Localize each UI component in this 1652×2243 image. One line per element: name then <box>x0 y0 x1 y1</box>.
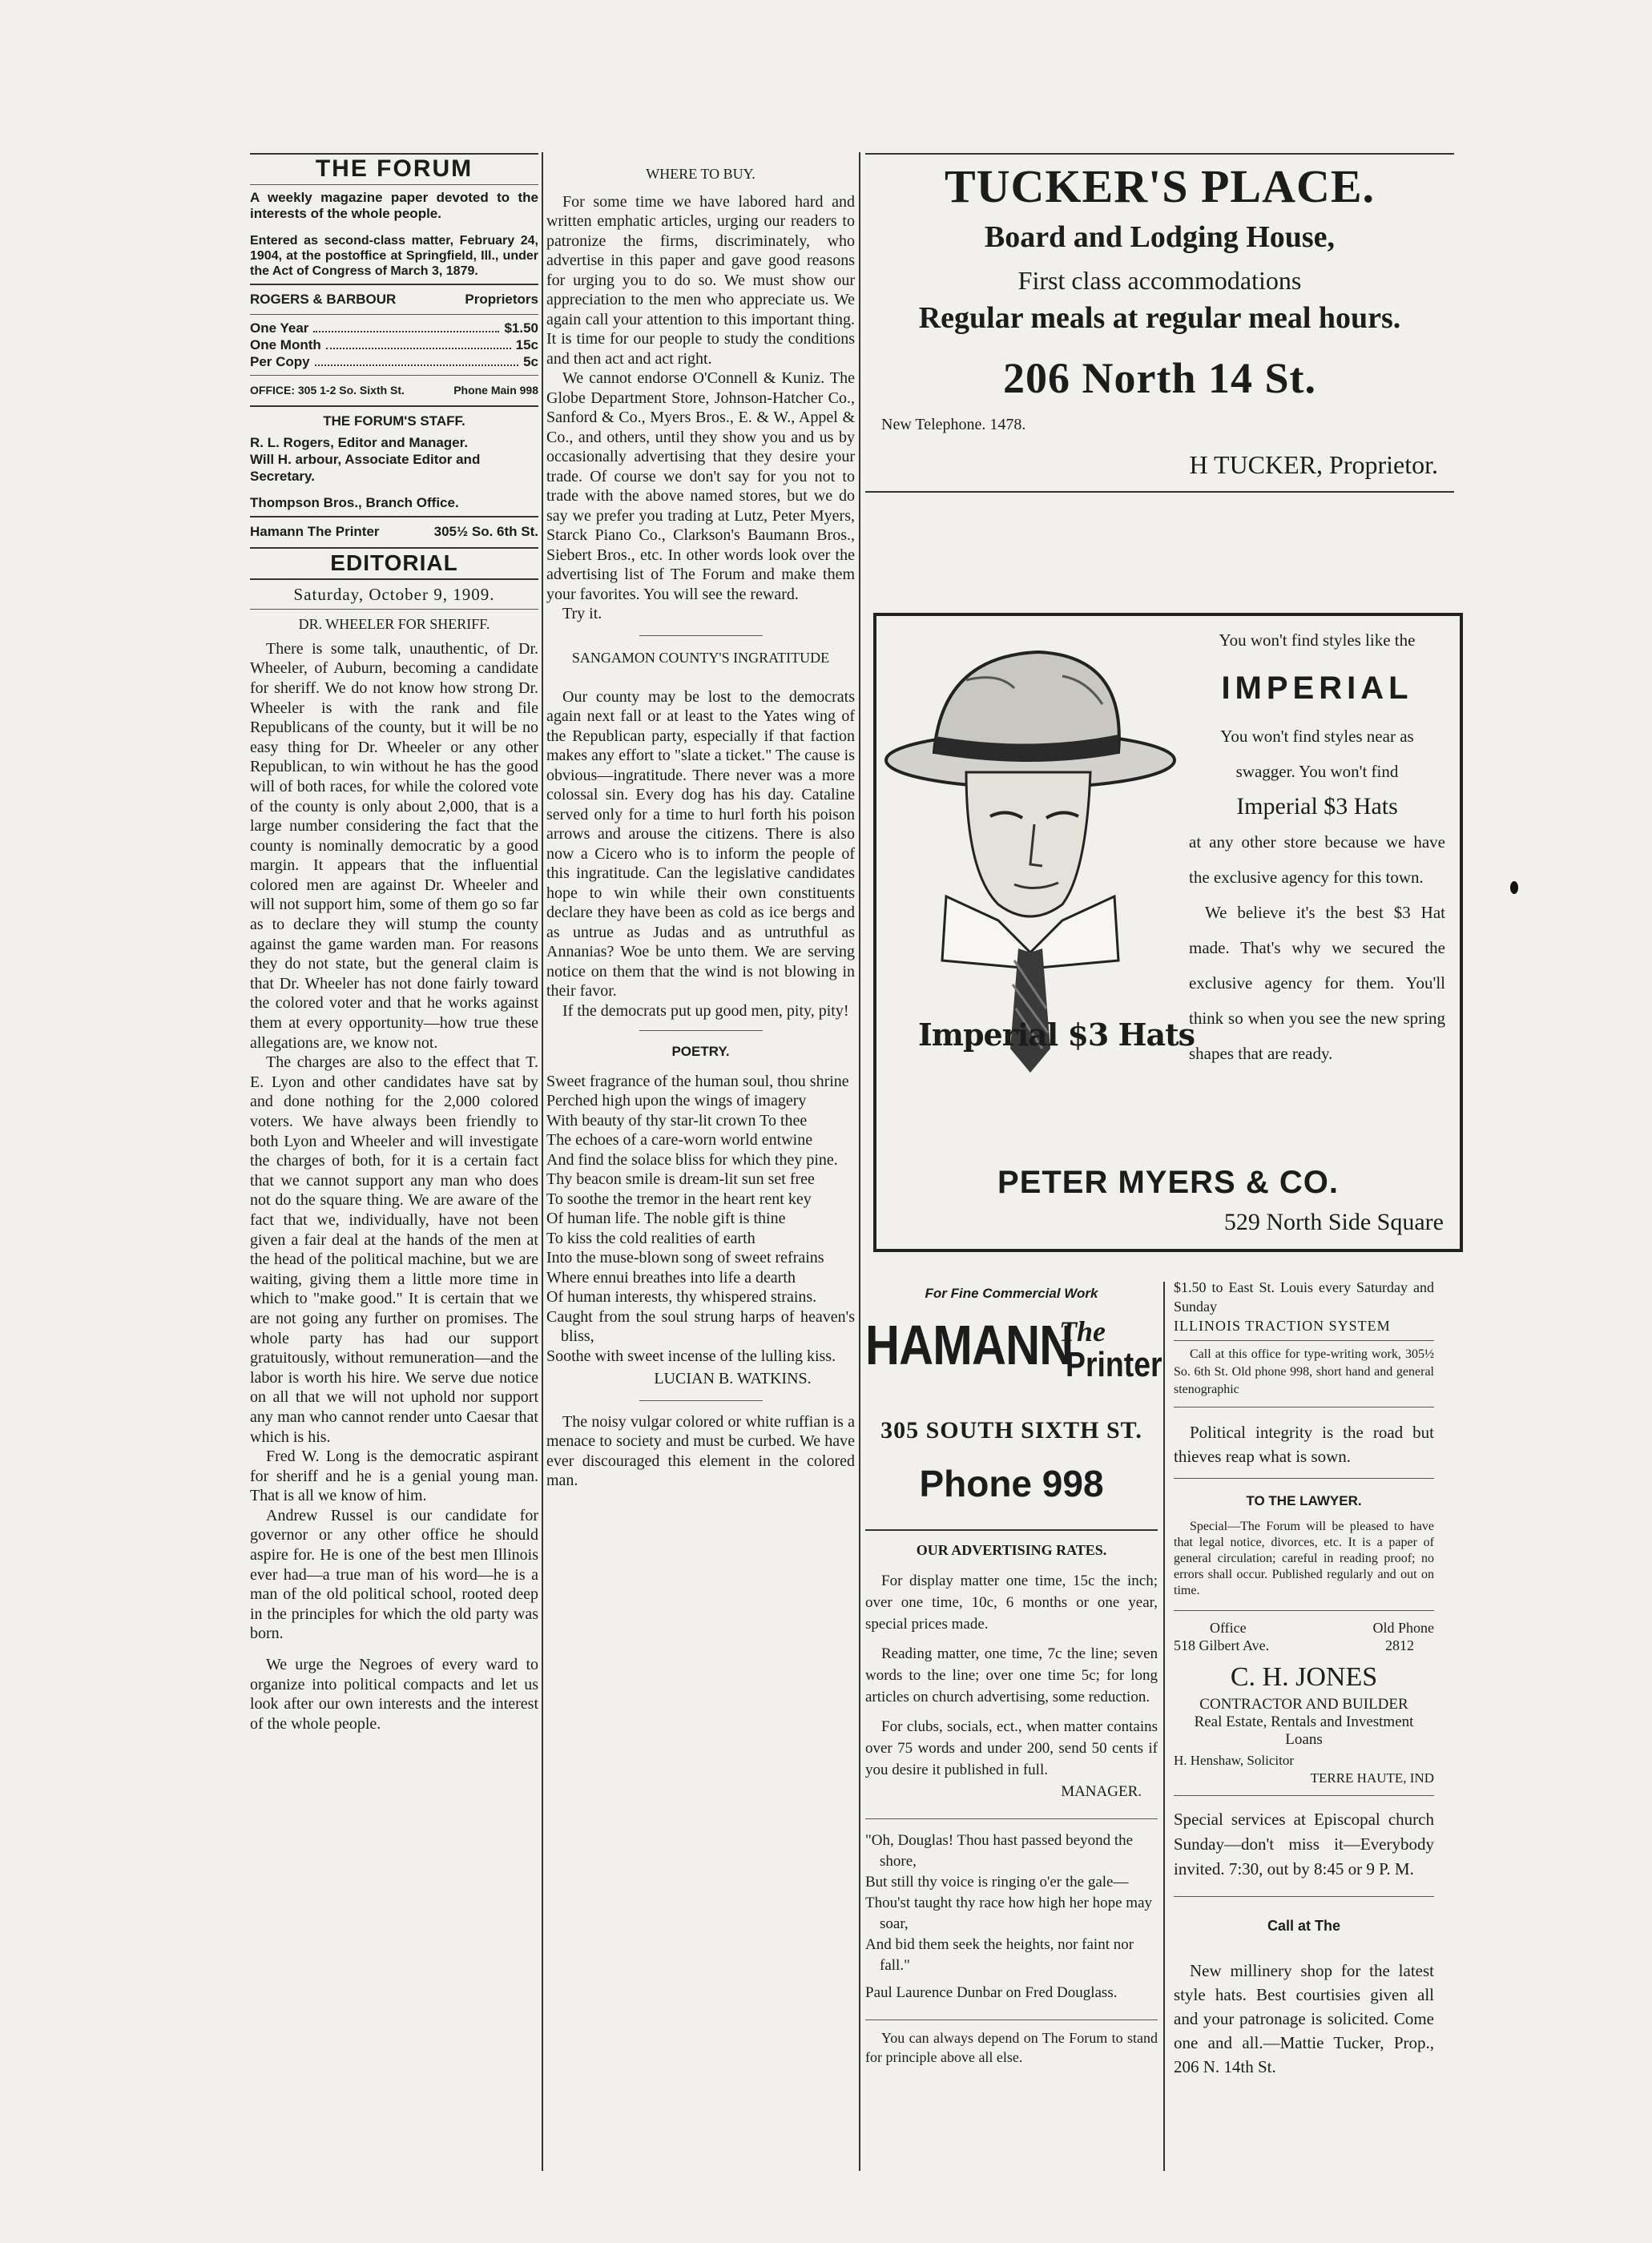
rate-row <box>250 353 538 370</box>
publisher-name: ROGERS & BARBOUR <box>250 291 397 307</box>
imperial-p2: at any other store because we have the exclusive agency for this town. <box>1189 832 1445 887</box>
poem-line: To soothe the tremor in the heart rent key <box>546 1190 812 1208</box>
tucker-subtitle: Board and Lodging House, <box>984 220 1336 254</box>
jones-labels <box>1174 1619 1434 1637</box>
poem <box>546 1072 855 1367</box>
divider <box>250 547 538 549</box>
divider <box>250 284 538 285</box>
divider <box>639 1400 763 1401</box>
poem-line: To kiss the cold realities of earth <box>546 1229 755 1247</box>
tucker-line: Regular meals at regular meal hours. <box>918 301 1401 335</box>
divider <box>639 635 763 636</box>
typewriting-notice: Call at this office for type-writing work, 305½ So. 6th St. Old phone 998, short hand and general stenographic <box>1174 1347 1434 1396</box>
tucker-proprietor: H TUCKER, Proprietor. <box>1189 450 1438 479</box>
douglas-line: "Oh, Douglas! Thou hast passed beyond the shore, <box>865 1832 1134 1870</box>
divider <box>250 184 538 185</box>
millinery-notice: New millinery shop for the latest style hats. Best courtisies given all and your patronage is solicited. Come one and all.—Mattie Tucker, Prop., 206 N. 14th St. <box>1174 1961 1434 2076</box>
branch-office: Thompson Bros., Branch Office. <box>250 495 459 511</box>
publisher-line <box>250 290 538 310</box>
hamann-printer: Printer <box>1066 1345 1162 1384</box>
divider <box>639 1030 763 1031</box>
imperial-address: 529 North Side Square <box>1223 1209 1444 1235</box>
poem-line: Where ennui breathes into life a dearth <box>546 1268 796 1287</box>
ink-spot <box>1510 881 1518 894</box>
imperial-brand: IMPERIAL <box>1221 670 1413 706</box>
poem-line: Thy beacon smile is dream-lit sun set free <box>546 1170 815 1188</box>
rates-paragraph: Reading matter, one time, 7c the line; seven words to the line; over one time 5c; for long articles on church advertising, some reduction. <box>865 1645 1158 1705</box>
ruffian-note: The noisy vulgar colored or white ruffian is a menace to society and must be curbed. We have ever discouraged this element in the colored man. <box>546 1412 855 1489</box>
column-3 <box>865 148 1454 497</box>
jones-office-address: 518 Gilbert Ave. <box>1174 1637 1270 1653</box>
hamann-ad <box>865 1278 1162 2067</box>
hamann-the: The <box>1059 1315 1106 1347</box>
where-to-buy-paragraph: Try it. <box>562 605 602 622</box>
poem-line: Of human interests, thy whispered strains. <box>546 1288 817 1306</box>
office-phone: Phone Main 998 <box>453 384 538 397</box>
printer-name: Hamann The Printer <box>250 524 380 540</box>
tucker-telephone: New Telephone. 1478. <box>881 416 1026 433</box>
lawyer-title: TO THE LAWYER. <box>1246 1493 1362 1508</box>
hamann-logo <box>865 1313 1162 1417</box>
poem-line: And find the solace bliss for which they pine. <box>546 1150 838 1169</box>
imperial-copy <box>1189 622 1445 1071</box>
rate-price: 15c <box>515 337 538 353</box>
where-to-buy-paragraph: We cannot endorse O'Connell & Kuniz. The Globe Department Store, Johnson-Hatcher Co., Sanford & Co., Myers Bros., E. & W., Appel & Co., and others, until they show you and us by occasionally advertising that they desire your trade. Of course we don't say for you not to trade with the above named stores, but we do say we prefer you trading at Lutz, Peter Myers, Starck Piano Co., Clarkson's Baumann Bros., Siebert Bros., etc. In other words look over the advertising list of The Forum and make them your favorites. You will see the reward. <box>546 369 855 603</box>
masthead-tagline: A weekly magazine paper devoted to the interests of the whole people. <box>250 189 538 221</box>
divider <box>250 405 538 407</box>
divider <box>250 314 538 315</box>
hamann-phone: Phone 998 <box>919 1463 1104 1504</box>
column-rule <box>859 152 860 2171</box>
poem-line: Caught from the soul strung harps of heaven's bliss, <box>546 1307 855 1345</box>
rate-price: 5c <box>523 354 538 370</box>
editorial-heading: EDITORIAL <box>330 550 458 575</box>
jones-phone-number: 2812 <box>1385 1637 1414 1653</box>
column-4 <box>1174 1278 1434 2079</box>
editorial-paragraph: There is some talk, unauthentic, of Dr. Wheeler, of Auburn, becoming a candidate for sheriff. We do not know how strong Dr. Wheeler is with the rank and file Republicans of the county, but it will be no easy thing for Dr. Wheeler or any other Republican, to win without he has the good will of both races, for while the colored vote of the county is only about 2,000, that is a large number considering the fact that the county is nominally democratic by a good margin. It appears that the influential colored men are against Dr. Wheeler and will not support him, some of them go so far as to declare they will stump the county against the game warden man. For reasons they do not state, but the general claim is that Dr. Wheeler has not done fairly toward the colored voter and that he works against them at every opportunity—how true these allegations are, we know not. <box>250 639 538 1052</box>
imperial-hats: Imperial $3 Hats <box>1236 793 1398 819</box>
editorial-paragraph: The charges are also to the effect that T. E. Lyon and other candidates have sat by and done nothing for the 2,000 colored voters. We have always been friendly to both Lyon and Wheeler and will investigate the charges of both, for it is a certain fact that we cannot support any man who does not do the square thing. We are aware of the fact that we, individually, have not been given a fair deal at the hands of the men at the head of the political machine, but we are waiting, giving them a little more time in which to "make good." It is certain that we are not going any further on promises. The whole party has had our support gratuitously, without remuneration—and the labor is worth his hire. We serve due notice on all that we will not uphold nor support any man who cannot render unto Caesar that which is his. <box>250 1053 538 1446</box>
subscription-rates <box>250 320 538 370</box>
rate-label: One Month <box>250 337 321 353</box>
rate-row <box>250 336 538 353</box>
rates-title: OUR ADVERTISING RATES. <box>916 1542 1107 1558</box>
rate-label: Per Copy <box>250 354 310 370</box>
poem-line: With beauty of thy star-lit crown To thee <box>546 1111 808 1130</box>
imperial-caption: Imperial $3 Hats <box>918 1017 1195 1053</box>
poem-line: Of human life. The noble gift is thine <box>546 1210 786 1227</box>
editorial-paragraph: We urge the Negroes of every ward to organize into political compacts and let us look after our own interests and the interest of the whole people. <box>250 1656 538 1733</box>
rate-price: $1.50 <box>504 320 538 336</box>
integrity-quote: Political integrity is the road but thieves reap what is sown. <box>1174 1423 1434 1466</box>
imperial-ad <box>873 613 1463 1252</box>
divider <box>250 578 538 580</box>
services-notice: Special services at Episcopal church Sunday—don't miss it—Everybody invited. 7:30, out by 8:45 or 9 P. M. <box>1174 1810 1434 1879</box>
imperial-top: You won't find styles like the <box>1219 630 1416 650</box>
hat-man-illustration <box>878 632 1183 1081</box>
jones-name: C. H. JONES <box>1230 1662 1378 1692</box>
douglas-poem <box>865 1830 1158 2003</box>
sangamon-paragraph: Our county may be lost to the democrats again next fall or at least to the Yates wing of the Republican party, especially if that faction makes any effort to "slate a ticket." The cause is obvious—ingratitude. There never was a more colossal sin. Every dog has his day. Cataline served only for a time to hurl forth his poison arrows and arouse the citizens. There is also now a Cicero who is to inform the people of this ingratitude. Can the legislative candidates hope to win while their own constituents declare they have been as cold as ice bergs and as untrue as Judas and as untruthful as Annanias? Woe be unto them. We are serving notice on them that the wind is not blowing in their favor. <box>546 687 855 1000</box>
divider <box>250 375 538 376</box>
imperial-p1: You won't find styles near as swagger. You won't find <box>1220 727 1414 781</box>
divider <box>1174 1478 1434 1479</box>
jones-trade: CONTRACTOR AND BUILDER <box>1199 1696 1408 1713</box>
sangamon-paragraph: If the democrats put up good men, pity, pity! <box>562 1001 849 1020</box>
rate-label: One Year <box>250 320 309 336</box>
douglas-line: And bid them seek the heights, nor faint nor fall." <box>865 1936 1134 1974</box>
editorial-title: DR. WHEELER FOR SHERIFF. <box>298 616 490 633</box>
tucker-title: TUCKER'S PLACE. <box>944 160 1376 212</box>
rates-body <box>865 1570 1158 1802</box>
editorial-paragraph: Andrew Russel is our candidate for governor or any other office he should aspire for. He is one of the best men Illinois ever had—a true man of his word—he is a man of the old political school, rooted deep in the principles for which the old party was born. <box>250 1506 538 1643</box>
poem-author: LUCIAN B. WATKINS. <box>654 1370 812 1387</box>
office-line <box>250 381 538 401</box>
traction-name: ILLINOIS TRACTION SYSTEM <box>1174 1318 1391 1334</box>
sangamon-title: SANGAMON COUNTY'S INGRATITUDE <box>571 649 830 666</box>
divider <box>865 491 1454 493</box>
column-rule <box>1163 1282 1165 2171</box>
divider <box>1174 1896 1434 1897</box>
poetry-title: POETRY. <box>671 1044 730 1059</box>
printer-line <box>250 522 538 542</box>
column-rule <box>542 152 543 2171</box>
where-to-buy-title: WHERE TO BUY. <box>646 166 755 182</box>
traction-text: $1.50 to East St. Louis every Saturday and Sunday <box>1174 1279 1434 1315</box>
divider <box>1174 1610 1434 1611</box>
jones-sub: Real Estate, Rentals and Investment Loans <box>1194 1713 1414 1748</box>
jones-ad <box>1174 1619 1434 1787</box>
staff-heading: THE FORUM'S STAFF. <box>323 413 465 429</box>
rate-row <box>250 320 538 336</box>
tucker-address: 206 North 14 St. <box>1003 354 1316 402</box>
masthead-title: THE FORUM <box>315 155 473 182</box>
divider <box>250 153 538 155</box>
poem-line: The echoes of a care-worn world entwine <box>546 1131 813 1149</box>
tucker-ad <box>865 159 1454 480</box>
divider <box>865 153 1454 155</box>
call-at-heading: Call at The <box>1267 1918 1341 1934</box>
editorial-paragraph: Fred W. Long is the democratic aspirant for sheriff and he is a genial young man. That is all we know of him. <box>250 1448 538 1505</box>
poem-line: Into the muse-blown song of sweet refrains <box>546 1249 824 1266</box>
publisher-role: Proprietors <box>465 291 538 307</box>
column-1 <box>250 148 538 1734</box>
staff-member: Will H. arbour, Associate Editor and Secretary. <box>250 452 481 485</box>
hamann-address: 305 SOUTH SIXTH ST. <box>880 1417 1142 1444</box>
hamann-name: HAMANN <box>865 1314 1074 1376</box>
hamann-top: For Fine Commercial Work <box>925 1286 1098 1301</box>
rates-paragraph: For display matter one time, 15c the inch; over one time, 10c, 6 months or one year, special prices made. <box>865 1573 1158 1633</box>
rates-paragraph: For clubs, socials, ect., when matter contains over 75 words and under 200, send 50 cents if you desire it published in full. <box>865 1718 1158 1778</box>
divider <box>865 1818 1158 1819</box>
jones-values <box>1174 1637 1434 1654</box>
douglas-line: Thou'st taught thy race how high her hope may soar, <box>865 1895 1153 1932</box>
poem-line: Soothe with sweet incense of the lulling kiss. <box>546 1347 836 1365</box>
column-2 <box>546 148 855 1491</box>
divider <box>250 516 538 517</box>
jones-phone-label: Old Phone <box>1372 1620 1434 1636</box>
divider <box>865 1529 1158 1531</box>
jones-city: TERRE HAUTE, IND <box>1310 1770 1434 1786</box>
where-to-buy-paragraph: For some time we have labored hard and written emphatic articles, urging our readers to patronize the firms, discriminately, who advertise in this paper and gave good reasons for urging you to do so. We must show our appreciation to the men who appreciate us. We again call your attention to this important thing. It is time for our people to study the conditions and then act and act right. <box>546 192 855 368</box>
jones-solicitor: H. Henshaw, Solicitor <box>1174 1753 1294 1768</box>
divider <box>250 609 538 610</box>
staff-member: R. L. Rogers, Editor and Manager. <box>250 435 469 451</box>
rates-signature: MANAGER. <box>1061 1783 1142 1800</box>
printer-address: 305½ So. 6th St. <box>433 524 538 540</box>
jones-office-label: Office <box>1210 1620 1247 1636</box>
douglas-author: Paul Laurence Dunbar on Fred Douglass. <box>865 1984 1118 2001</box>
masthead-entry: Entered as second-class matter, February 24, 1904, at the postoffice at Springfield, Ill., under the Act of Congress of March 3, 1879. <box>250 233 538 278</box>
divider <box>1174 1340 1434 1341</box>
poem-line: Perched high upon the wings of imagery <box>546 1092 807 1109</box>
forum-principle-note: You can always depend on The Forum to stand for principle above all else. <box>865 2030 1158 2065</box>
tucker-line: First class accommodations <box>1017 266 1302 295</box>
imperial-firm: PETER MYERS & CO. <box>997 1165 1339 1200</box>
traction-ad <box>1174 1278 1434 1335</box>
office-address: OFFICE: 305 1-2 So. Sixth St. <box>250 384 405 397</box>
imperial-p3: We believe it's the best $3 Hat made. That's why we secured the exclusive agency for them. You'll think so when you see the new spring shapes that are ready. <box>1189 903 1445 1063</box>
lawyer-notice: Special—The Forum will be pleased to have that legal notice, divorces, etc. It is a paper of general circulation; careful in reading proof; no errors shall occur. Published regularly and out on time. <box>1174 1520 1434 1597</box>
divider <box>1174 1795 1434 1796</box>
poem-line: Sweet fragrance of the human soul, thou shrine <box>546 1072 849 1090</box>
editorial-date: Saturday, October 9, 1909. <box>293 584 495 604</box>
douglas-line: But still thy voice is ringing o'er the gale— <box>865 1874 1129 1891</box>
